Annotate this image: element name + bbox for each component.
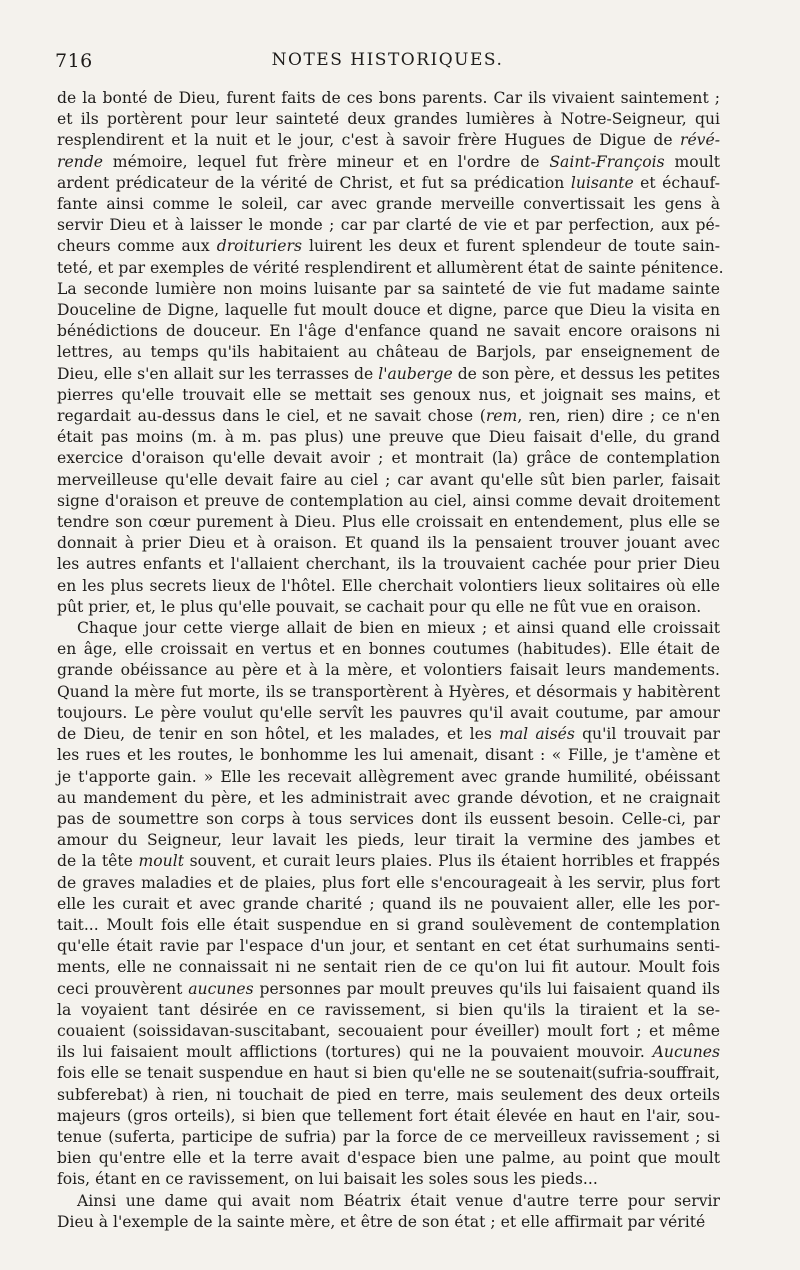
italic-term: l'auberge bbox=[378, 364, 453, 383]
text-line: bien qu'entre elle et la terre avait d'espace bien une palme, au point que moult bbox=[57, 1149, 720, 1168]
text-line: Quand la mère fut morte, ils se transportèrent à Hyères, et désormais y habitèrent bbox=[57, 682, 720, 701]
text-line: tendre son cœur purement à Dieu. Plus elle croissait en entendement, plus elle se bbox=[57, 513, 720, 532]
text-line: exercice d'oraison qu'elle devait avoir ; et montrait (la) grâce de contemplation bbox=[57, 449, 720, 468]
text-line: regardait au-dessus dans le ciel, et ne savait chose (rem, ren, rien) dire ; ce n'en bbox=[57, 407, 720, 426]
text-line: donnait à prier Dieu et à oraison. Et quand ils la pensaient trouver jouant avec bbox=[57, 534, 720, 553]
page-number: 716 bbox=[55, 50, 93, 72]
running-title: NOTES HISTORIQUES. bbox=[271, 50, 504, 70]
text-line: Dieu à l'exemple de la sainte mère, et être de son état ; et elle affirmait par vérité bbox=[57, 1212, 706, 1231]
italic-term: luisante bbox=[570, 173, 634, 192]
text-line: et ils portèrent pour leur sainteté deux grandes lumières à Notre-Seigneur, qui bbox=[57, 110, 720, 129]
text-line: lettres, au temps qu'ils habitaient au château de Barjols, par enseignement de bbox=[57, 343, 720, 362]
text-line: tait... Moult fois elle était suspendue en si grand soulèvement de contemplation bbox=[57, 915, 720, 934]
italic-term: Saint-François bbox=[549, 152, 665, 171]
text-line: teté, et par exemples de vérité resplendirent et allumèrent état de sainte pénitence. bbox=[57, 258, 724, 277]
text-line: en les plus secrets lieux de l'hôtel. Elle cherchait volontiers lieux solitaires où elle bbox=[57, 576, 720, 595]
text-line: au mandement du père, et les administrait avec grande dévotion, et ne craignait bbox=[57, 788, 720, 807]
text-line: ardent prédicateur de la vérité de Christ, et fut sa prédication luisante et échauf- bbox=[57, 173, 720, 192]
text-line: cheurs comme aux droituriers luirent les deux et furent splendeur de toute sain- bbox=[57, 237, 721, 256]
text-line: fois elle se tenait suspendue en haut si bien qu'elle ne se soutenait(sufria-souffrait, bbox=[57, 1064, 720, 1083]
text-line: Douceline de Digne, laquelle fut moult douce et digne, parce que Dieu la visita en bbox=[57, 301, 720, 320]
text-line: en âge, elle croissait en vertus et en bonnes coutumes (habitudes). Elle était de bbox=[57, 640, 720, 659]
text-line: subferebat) à rien, ni touchait de pied en terre, mais seulement des deux orteils bbox=[57, 1085, 720, 1104]
text-line: la voyaient tant désirée en ce ravissement, si bien qu'ils la tiraient et la se- bbox=[57, 1000, 720, 1019]
italic-term: aucunes bbox=[188, 979, 254, 998]
italic-term: mal aisés bbox=[499, 725, 575, 744]
text-line: Chaque jour cette vierge allait de bien en mieux ; et ainsi quand elle croissait bbox=[77, 619, 720, 638]
text-line: ments, elle ne connaissait ni ne sentait rien de ce qu'on lui fit autour. Moult fois bbox=[57, 958, 720, 977]
body-text bbox=[57, 88, 724, 1233]
text-line: pas de soumettre son corps à tous services dont ils eussent besoin. Celle-ci, par bbox=[57, 809, 720, 828]
text-line: Dieu, elle s'en allait sur les terrasses de l'auberge de son père, et dessus les petites bbox=[57, 364, 720, 383]
paragraph bbox=[57, 1191, 720, 1233]
text-line: fois, étant en ce ravissement, on lui baisait les soles sous les pieds... bbox=[57, 1170, 598, 1189]
text-line: La seconde lumière non moins luisante par sa sainteté de vie fut madame sainte bbox=[57, 279, 720, 298]
italic-term: révé- bbox=[680, 131, 720, 150]
text-line: ceci prouvèrent aucunes personnes par moult preuves qu'ils lui faisaient quand ils bbox=[57, 979, 720, 998]
text-line: rende mémoire, lequel fut frère mineur et en l'ordre de Saint-François moult bbox=[57, 152, 720, 171]
text-line: les autres enfants et l'allaient cherchant, ils la trouvaient cachée pour prier Dieu bbox=[57, 555, 720, 574]
page-header bbox=[55, 50, 720, 76]
text-line: resplendirent et la nuit et le jour, c'est à savoir frère Hugues de Digue de révé- bbox=[57, 131, 720, 150]
italic-term: rem bbox=[485, 407, 518, 426]
text-line: toujours. Le père voulut qu'elle servît les pauvres qu'il avait coutume, par amour bbox=[57, 703, 720, 722]
text-line: merveilleuse qu'elle devait faire au ciel ; car avant qu'elle sût bien parler, faisait bbox=[57, 470, 720, 489]
text-line: ils lui faisaient moult afflictions (tortures) qui ne la pouvaient mouvoir. Aucunes bbox=[57, 1043, 720, 1062]
text-line: couaient (soissidavan-suscitabant, secouaient pour éveiller) moult fort ; et même bbox=[57, 1021, 720, 1040]
text-line: majeurs (gros orteils), si bien que tellement fort était élevée en haut en l'air, sou- bbox=[57, 1106, 720, 1125]
text-line: bénédictions de douceur. En l'âge d'enfance quand ne savait encore oraisons ni bbox=[57, 322, 720, 341]
text-line: tenue (suferta, participe de sufria) par la force de ce merveilleux ravissement ; si bbox=[57, 1127, 720, 1146]
paragraph bbox=[57, 88, 724, 618]
italic-term: droituriers bbox=[216, 237, 302, 256]
text-line: amour du Seigneur, leur lavait les pieds, leur tirait la vermine des jambes et bbox=[57, 831, 720, 850]
text-line: fante ainsi comme le soleil, car avec grande merveille convertissait les gens à bbox=[57, 195, 720, 214]
text-line: de Dieu, de tenir en son hôtel, et les malades, et les mal aisés qu'il trouvait par bbox=[57, 725, 721, 744]
text-line: signe d'oraison et preuve de contemplation au ciel, ainsi comme devait droitement bbox=[57, 491, 720, 510]
text-line: elle les curait et avec grande charité ; quand ils ne pouvaient aller, elle les por- bbox=[57, 894, 720, 913]
paragraph bbox=[57, 618, 720, 1190]
text-line: servir Dieu et à laisser le monde ; car par clarté de vie et par perfection, aux pé- bbox=[57, 216, 720, 235]
text-line: Ainsi une dame qui avait nom Béatrix était venue d'autre terre pour servir bbox=[77, 1191, 720, 1210]
text-line: qu'elle était ravie par l'espace d'un jour, et sentant en cet état surhumains senti- bbox=[57, 937, 720, 956]
text-line: pierres qu'elle trouvait elle se mettait ses genoux nus, et joignait ses mains, et bbox=[57, 385, 720, 404]
italic-term: moult bbox=[138, 852, 184, 871]
text-line: était pas moins (m. à m. pas plus) une preuve que Dieu faisait d'elle, du grand bbox=[57, 428, 720, 447]
text-line: de la bonté de Dieu, furent faits de ces bons parents. Car ils vivaient saintement ; bbox=[57, 89, 720, 107]
text-line: pût prier, et, le plus qu'elle pouvait, se cachait pour qu elle ne fût vue en oraison. bbox=[57, 597, 702, 616]
italic-term: Aucunes bbox=[652, 1043, 720, 1062]
text-line: de graves maladies et de plaies, plus fort elle s'encourageait à les servir, plus fort bbox=[57, 873, 720, 892]
text-line: je t'apporte gain. » Elle les recevait allègrement avec grande humilité, obéissant bbox=[57, 767, 720, 786]
text-line: grande obéissance au père et à la mère, et volontiers faisait leurs mandements. bbox=[57, 661, 720, 680]
italic-term: rende bbox=[57, 152, 103, 171]
text-line: de la tête moult souvent, et curait leurs plaies. Plus ils étaient horribles et frappés bbox=[57, 852, 720, 871]
text-line: les rues et les routes, le bonhomme les lui amenait, disant : « Fille, je t'amène et bbox=[57, 746, 720, 765]
